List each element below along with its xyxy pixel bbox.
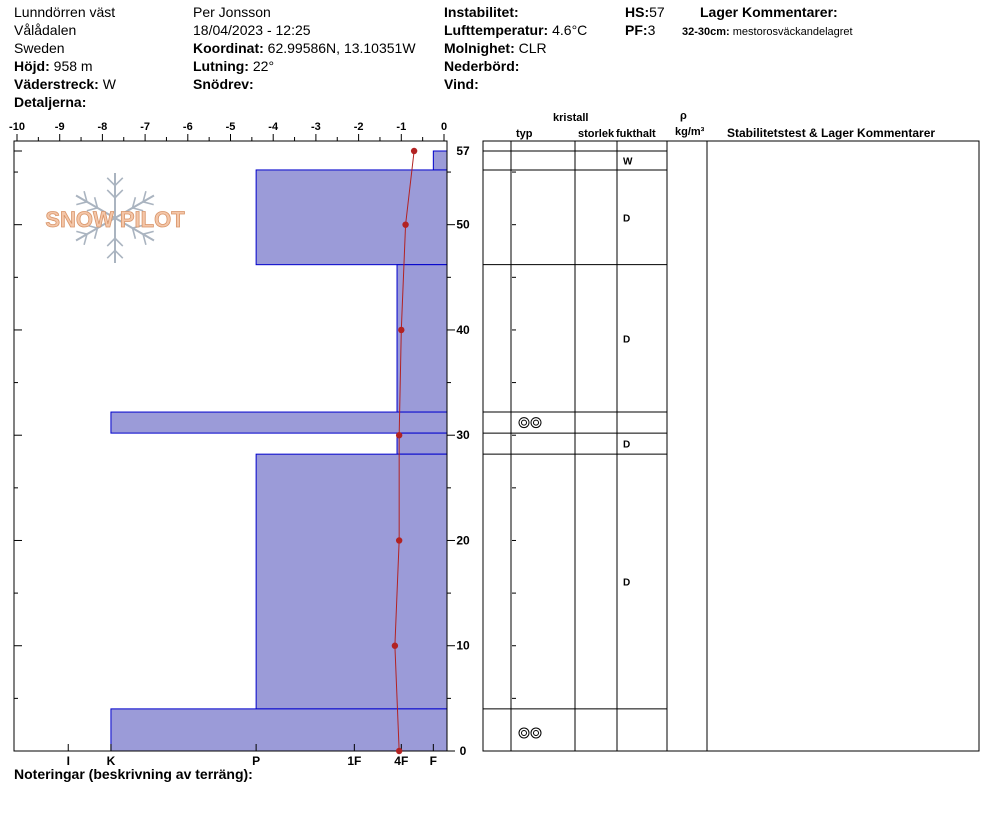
location-name: Lunndörren väst (14, 4, 116, 20)
flake-branch (107, 250, 115, 258)
hardness-bar-4 (397, 433, 447, 454)
temperature-point (398, 327, 404, 333)
flake-branch (76, 202, 87, 205)
grain-ring-inner (522, 730, 527, 735)
depth-tick-label: 20 (456, 533, 470, 548)
stability-header: Stabilitetstest & Lager Kommentarer (727, 126, 936, 140)
hardness-tick-label: I (66, 754, 70, 768)
hardness-tick-label: P (252, 754, 261, 768)
hs-label: HS: (625, 4, 650, 20)
moisture-code: D (623, 577, 631, 589)
depth-tick-label: 40 (456, 322, 470, 337)
hardness-bar-1 (256, 170, 447, 265)
hardness-tick-label: 1F (347, 754, 362, 768)
hardness-bar-0 (433, 151, 447, 170)
depth-tick-label: 50 (456, 217, 470, 232)
sky-value: CLR (518, 40, 547, 56)
temp-tick-label: -8 (97, 121, 108, 133)
rho-header: ρ (680, 110, 687, 122)
crystal-header: kristall (553, 112, 589, 124)
region: Vålådalen (14, 22, 77, 38)
elevation-value: 958 m (53, 58, 93, 74)
depth-tick-label: 30 (456, 428, 470, 443)
depth-tick-label: 10 (456, 638, 470, 653)
type-header: typ (516, 128, 533, 140)
hardness-tick-label: F (429, 754, 437, 768)
temp-tick-label: -2 (353, 121, 364, 133)
melt-freeze-grain-icon (519, 418, 541, 428)
density-header: kg/m³ (675, 126, 705, 138)
flake-branch (143, 202, 154, 205)
slope-label: Lutning: (193, 58, 249, 74)
flake-branch (115, 178, 123, 186)
moisture-header: fukthalt (616, 128, 656, 140)
hardness-bar-5 (256, 454, 447, 709)
temp-tick-label: -9 (54, 121, 65, 133)
temperature-point (396, 748, 402, 754)
layer-comments-title: Lager Kommentarer: (700, 4, 838, 20)
details-label: Detaljerna: (14, 94, 87, 110)
size-header: storlek (578, 128, 615, 140)
temperature-point (411, 148, 417, 154)
watermark-text: SNOW PILOT (45, 207, 185, 232)
pf-label: PF: (625, 22, 648, 38)
air-temp-label: Lufttemperatur: (444, 22, 549, 38)
instability-label: Instabilitet: (444, 4, 519, 20)
moisture-code: D (623, 439, 631, 451)
sky-label: Molnighet: (444, 40, 515, 56)
temp-tick-label: -3 (311, 121, 321, 133)
temp-tick-label: 0 (440, 121, 448, 133)
aspect-label: Väderstreck: (14, 76, 99, 92)
temperature-point (392, 643, 398, 649)
air-temp-value: 4.6°C (552, 22, 588, 38)
melt-freeze-grain-icon (519, 728, 541, 738)
grain-ring-inner (534, 420, 539, 425)
layer-comment-range: 32-30cm: (682, 26, 730, 38)
layer-table-frame (483, 141, 979, 751)
flake-branch (107, 238, 115, 246)
moisture-code: D (623, 213, 631, 225)
grain-ring (519, 728, 529, 738)
temp-tick-label: -10 (9, 121, 25, 133)
grain-ring-inner (534, 730, 539, 735)
hs-value: 57 (649, 4, 665, 20)
flake-branch (107, 190, 115, 198)
wind-label: Vind: (444, 76, 479, 92)
hardness-tick-label: 4F (394, 754, 409, 768)
layer-comment-text: mestorosväckandelagret (732, 26, 853, 38)
snowpilot-watermark (45, 173, 185, 263)
temp-tick-label: -6 (182, 121, 193, 133)
aspect-value: W (102, 76, 116, 92)
flake-branch (115, 238, 123, 246)
grain-ring-inner (522, 420, 527, 425)
depth-tick-label: 57 (456, 144, 470, 158)
country: Sweden (14, 40, 65, 56)
slope-value: 22° (252, 58, 275, 74)
drift-label: Snödrev: (193, 76, 254, 92)
hardness-bar-2 (397, 265, 447, 412)
flake-branch (115, 190, 123, 198)
flake-branch (115, 250, 123, 258)
grain-ring (531, 418, 541, 428)
datetime: 18/04/2023 - 12:25 (193, 22, 311, 38)
grain-ring (531, 728, 541, 738)
hardness-bar-3 (111, 412, 447, 433)
moisture-code: D (623, 334, 631, 346)
hardness-bar-6 (111, 709, 447, 751)
moisture-code: W (623, 156, 633, 168)
coord-label: Koordinat: (193, 40, 264, 56)
depth-tick-label: 0 (459, 744, 467, 758)
flake-branch (107, 178, 115, 186)
temperature-point (396, 537, 402, 543)
temperature-point (396, 432, 402, 438)
temp-tick-label: -1 (396, 121, 407, 133)
temp-tick-label: -5 (225, 121, 236, 133)
precip-label: Nederbörd: (444, 58, 520, 74)
notes-label: Noteringar (beskrivning av terräng): (14, 766, 253, 782)
grain-ring (519, 418, 529, 428)
observer: Per Jonsson (193, 4, 271, 20)
elevation-label: Höjd: (14, 58, 50, 74)
coord-value: 62.99586N, 13.10351W (267, 40, 416, 56)
temp-tick-label: -4 (268, 121, 279, 133)
temp-tick-label: -7 (140, 121, 150, 133)
hardness-tick-label: K (106, 754, 116, 768)
pf-value: 3 (647, 22, 656, 38)
temperature-point (402, 221, 408, 227)
